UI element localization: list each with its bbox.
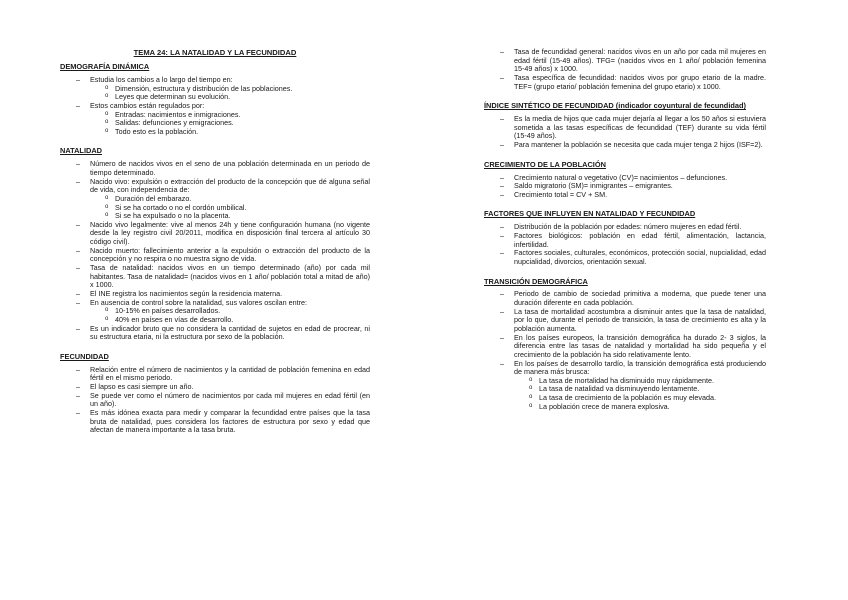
- list-item: [514, 334, 766, 360]
- list-natalidad: [60, 160, 370, 341]
- section-factores: [484, 210, 766, 266]
- section-isf: [484, 102, 766, 149]
- list-factores: [484, 223, 766, 266]
- sub-list-item: o 10-15% en países desarrollados.: [115, 307, 370, 316]
- sub-list-item: o Duración del embarazo.: [115, 195, 370, 204]
- section-demografia: [60, 63, 370, 136]
- list-item: [514, 360, 766, 412]
- list-item-text: Estos cambios están regulados por:: [90, 100, 205, 110]
- list-item-text: Es un indicador bruto que no considera la cantidad de sujetos en edad de procrear, ni su estructura etaria, ni la estructura por sexo de la población.: [90, 323, 370, 342]
- left-column: [60, 48, 370, 446]
- list-item: [514, 191, 766, 200]
- list-item-text: Número de nacidos vivos en el seno de una población determinada en un periodo de tiempo determinado.: [90, 159, 370, 177]
- list-item-text: Tasa específica de fecundidad: nacidos vivos por grupo etario de la madre. TEF= (grupo etario/ población femenina del grupo etario) x 1000.: [514, 72, 766, 91]
- list-crecimiento: [484, 174, 766, 200]
- list-item: [90, 264, 370, 290]
- list-item: [90, 247, 370, 264]
- list-item-text: El lapso es casi siempre un año.: [90, 381, 194, 391]
- list-transicion: [484, 290, 766, 411]
- list-item: [90, 221, 370, 247]
- section-title-natalidad: NATALIDAD: [60, 146, 103, 156]
- list-item: [90, 325, 370, 342]
- list-item-text: En los países europeos, la transición demográfica ha durado 2- 3 siglos, la diferencia entre las tasas de natalidad y mortalidad ha sido pequeña y el crecimiento de la población ha sido relativamente lento.: [514, 332, 766, 359]
- list-item: [514, 74, 766, 91]
- list-item: [514, 232, 766, 249]
- list-item-text: Tasa de natalidad: nacidos vivos en un tiempo determinado (año) por cada mil habitantes. Tasa de natalidad= (nacidos vivos en 1 año/ población total a mitad de año) x 1000.: [90, 263, 370, 290]
- list-item: [514, 48, 766, 74]
- list-isf: [484, 115, 766, 150]
- list-item-text: Relación entre el número de nacimientos y la cantidad de población femenina en edad fértil en el mismo periodo.: [90, 364, 370, 383]
- list-item: [514, 290, 766, 307]
- list-item: [90, 76, 370, 102]
- section-title-transicion: TRANSICIÓN DEMOGRÁFICA: [484, 276, 588, 286]
- section-title-crecimiento: CRECIMIENTO DE LA POBLACIÓN: [484, 159, 606, 169]
- list-item-text: Para mantener la población se necesita que cada mujer tenga 2 hijos (ISF=2).: [514, 140, 763, 149]
- sub-list-item: o La tasa de natalidad va disminuyendo lentamente.: [539, 385, 766, 394]
- sub-list-item: o Entradas: nacimientos e inmigraciones.: [115, 111, 370, 120]
- list-item: [90, 392, 370, 409]
- document-title: TEMA 24: LA NATALIDAD Y LA FECUNDIDAD: [133, 48, 297, 57]
- sub-list-item: o Dimensión, estructura y distribución de las poblaciones.: [115, 85, 370, 94]
- list-item-text: Tasa de fecundidad general: nacidos vivos en un año por cada mil mujeres en edad fértil (15-49 años). TFG= (nacidos vivos en 1 año/ población femenina 15-49 años) x 1000.: [514, 47, 766, 74]
- list-item: [90, 299, 370, 325]
- sub-list-item: o La tasa de crecimiento de la población es muy elevada.: [539, 394, 766, 403]
- sub-list: [90, 111, 370, 137]
- list-item-text: Es la media de hijos que cada mujer dejaría al llegar a los 50 años si estuviera sometida a las tasas específicas de fecundidad (TEF) durante su vida fértil (15-49 años).: [514, 114, 766, 141]
- list-item-text: Factores sociales, culturales, económicos, protección social, nupcialidad, edad nupcialidad, divorcios, orientación sexual.: [514, 248, 766, 266]
- sub-list-item: o Salidas: defunciones y emigraciones.: [115, 119, 370, 128]
- list-tasas: [484, 48, 766, 91]
- sub-list-item: o Si se ha cortado o no el cordón umbilical.: [115, 204, 370, 213]
- sub-list-item: o Leyes que determinan su evolución.: [115, 93, 370, 102]
- sub-list-item: o La población crece de manera explosiva.: [539, 403, 766, 412]
- list-item-text: Crecimiento natural o vegetativo (CV)= nacimientos – defunciones.: [514, 172, 728, 182]
- list-item-text: El INE registra los nacimientos según la residencia materna.: [90, 288, 283, 298]
- list-item: [514, 308, 766, 334]
- list-item-text: Distribución de la población por edades: número mujeres en edad fértil.: [514, 222, 742, 232]
- right-column: [484, 48, 766, 422]
- list-demografia: [60, 76, 370, 136]
- sub-list: [90, 85, 370, 102]
- section-crecimiento: [484, 161, 766, 200]
- list-item-text: La tasa de mortalidad acostumbra a disminuir antes que la tasa de natalidad, por lo que, durante el periodo de transición, la tasa de crecimiento es alta y la población aumenta.: [514, 306, 766, 333]
- list-item: [514, 115, 766, 141]
- list-item-text: Saldo migratorio (SM)= inmigrantes – emigrantes.: [514, 181, 673, 191]
- list-item: [90, 160, 370, 177]
- section-title-isf: ÍNDICE SINTÉTICO DE FECUNDIDAD (indicador coyuntural de fecundidad): [484, 101, 746, 111]
- list-fecundidad: [60, 366, 370, 435]
- sub-list-item: o 40% en países en vías de desarrollo.: [115, 316, 370, 325]
- sub-list: [90, 307, 370, 324]
- list-item-text: Crecimiento total = CV + SM.: [514, 189, 608, 199]
- section-title-fecundidad: FECUNDIDAD: [60, 351, 109, 361]
- list-item: [90, 102, 370, 137]
- list-item: [90, 178, 370, 221]
- list-item-text: En ausencia de control sobre la natalidad, sus valores oscilan entre:: [90, 297, 307, 307]
- section-title-demografia: DEMOGRAFÍA DINÁMICA: [60, 62, 150, 72]
- list-item: [514, 141, 766, 150]
- sub-list: [514, 377, 766, 412]
- section-title-factores: FACTORES QUE INFLUYEN EN NATALIDAD Y FECUNDIDAD: [484, 209, 696, 219]
- section-transicion: [484, 278, 766, 412]
- list-item: [514, 249, 766, 266]
- sub-list-item: o Todo esto es la población.: [115, 128, 370, 137]
- list-item-text: Estudia los cambios a lo largo del tiempo en:: [90, 74, 233, 84]
- list-item-text: Nacido muerto: fallecimiento anterior a la expulsión o extracción del producto de la concepción y no respira o no muestra signo de vida.: [90, 245, 370, 264]
- list-item: [90, 409, 370, 435]
- list-item-text: Nacido vivo: expulsión o extracción del producto de la concepción que dé alguna señal de vida, con independencia de:: [90, 176, 370, 195]
- sub-list-item: o La tasa de mortalidad ha disminuido muy rápidamente.: [539, 377, 766, 386]
- section-tasas: [484, 48, 766, 91]
- list-item: [90, 366, 370, 383]
- sub-list-item: o Si se ha expulsado o no la placenta.: [115, 212, 370, 221]
- sub-list: [90, 195, 370, 221]
- list-item-text: Nacido vivo legalmente: vive al menos 24h y tiene configuración humana (no vigente desde la ley registro civil 20/2011, modifica en disposición final tercera al artículo 30 código civil).: [90, 219, 370, 247]
- list-item-text: Factores biológicos: población en edad fértil, alimentación, lactancia, infertilidad.: [514, 230, 766, 249]
- list-item-text: Periodo de cambio de sociedad primitiva a moderna, que puede tener una duración diferente en cada población.: [514, 289, 766, 308]
- section-natalidad: [60, 147, 370, 341]
- list-item-text: En los países de desarrollo tardío, la transición demográfica está produciendo de manera más brusca:: [514, 358, 766, 377]
- section-fecundidad: [60, 353, 370, 435]
- list-item-text: Es más idónea exacta para medir y comparar la fecundidad entre países que la tasa bruta de natalidad, pues considera los factores de estructura por sexo y edad que afectan de manera importante a la tasa bruta.: [90, 407, 370, 435]
- list-item-text: Se puede ver como el número de nacimientos por cada mil mujeres en edad fértil (en un año).: [90, 390, 370, 409]
